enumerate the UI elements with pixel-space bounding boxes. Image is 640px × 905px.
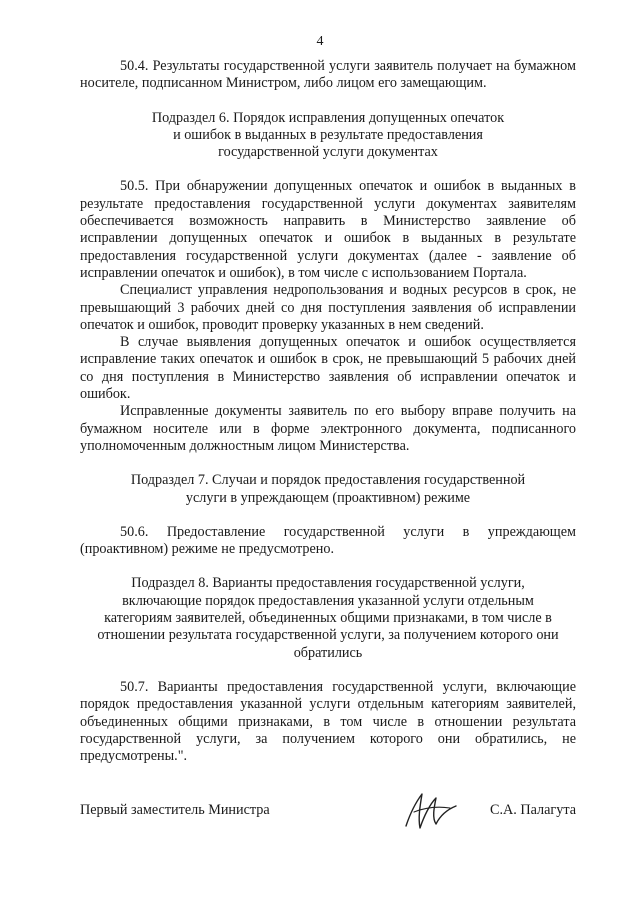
- signer-name: С.А. Палагута: [490, 802, 576, 818]
- paragraph-correction-deadline: В случае выявления допущенных опечаток и ошибок осуществляется исправление таких опечаток и ошибок в срок, не превышающий 5 рабочих дней со дня поступления в Министерство заявления об исправлении опечаток и ошибок.: [80, 334, 576, 403]
- heading-line: Подраздел 8. Варианты предоставления государственной услуги,: [131, 575, 525, 592]
- paragraph-50-4: 50.4. Результаты государственной услуги заявитель получает на бумажном носителе, подписанном Министром, либо лицом его замещающим.: [80, 58, 576, 92]
- paragraph-specialist-check: Специалист управления недропользования и водных ресурсов в срок, не превышающий 3 рабочих дней со дня поступления заявления об исправлении опечаток и ошибок, проводит проверку указанных в нем сведений.: [80, 282, 576, 333]
- subsection-7-heading: [80, 472, 576, 507]
- heading-line: обратились: [293, 644, 363, 661]
- heading-line: категориям заявителей, объединенных общими признаками, в том числе в: [104, 610, 552, 627]
- paragraph-50-5: 50.5. При обнаружении допущенных опечаток и ошибок в выданных в результате предоставления государственной услуги документах заявителям обеспечивается возможность направить в Министерство заявление об исправлении допущенных опечаток и ошибок в выданных в результате предоставления государственной услуги документах (далее - заявление об исправлении опечаток и ошибок), в том числе с использованием Портала.: [80, 178, 576, 281]
- document-body: [80, 58, 576, 765]
- handwritten-signature: [400, 790, 460, 832]
- signer-title: Первый заместитель Министра: [80, 802, 270, 818]
- heading-line: государственной услуги документах: [218, 144, 438, 161]
- heading-line: включающие порядок предоставления указанной услуги отдельным: [122, 592, 534, 609]
- paragraph-50-7: 50.7. Варианты предоставления государственной услуги, включающие порядок предоставления указанной услуги отдельным категориям заявителей, объединенных общими признаками, в том числе в отношении результата государственной услуги, за получением которого они обратились, не предусмотрены.".: [80, 678, 576, 765]
- subsection-8-heading: [80, 575, 576, 661]
- heading-line: услуги в упреждающем (проактивном) режиме: [185, 489, 471, 506]
- heading-line: и ошибок в выданных в результате предоставления: [173, 126, 483, 143]
- page-number: 4: [316, 34, 324, 49]
- subsection-6-heading: [80, 110, 576, 162]
- heading-line: Подраздел 6. Порядок исправления допущенных опечаток: [151, 109, 505, 126]
- paragraph-50-6: 50.6. Предоставление государственной услуги в упреждающем (проактивном) режиме не предусмотрено.: [80, 523, 576, 558]
- signature-block: [80, 790, 576, 840]
- heading-line: Подраздел 7. Случаи и порядок предоставления государственной: [130, 472, 526, 489]
- heading-line: отношении результата государственной услуги, за получением которого они: [97, 627, 559, 644]
- paragraph-corrected-documents: Исправленные документы заявитель по его выбору вправе получить на бумажном носителе или в форме электронного документа, подписанного уполномоченным должностным лицом Министерства.: [80, 403, 576, 454]
